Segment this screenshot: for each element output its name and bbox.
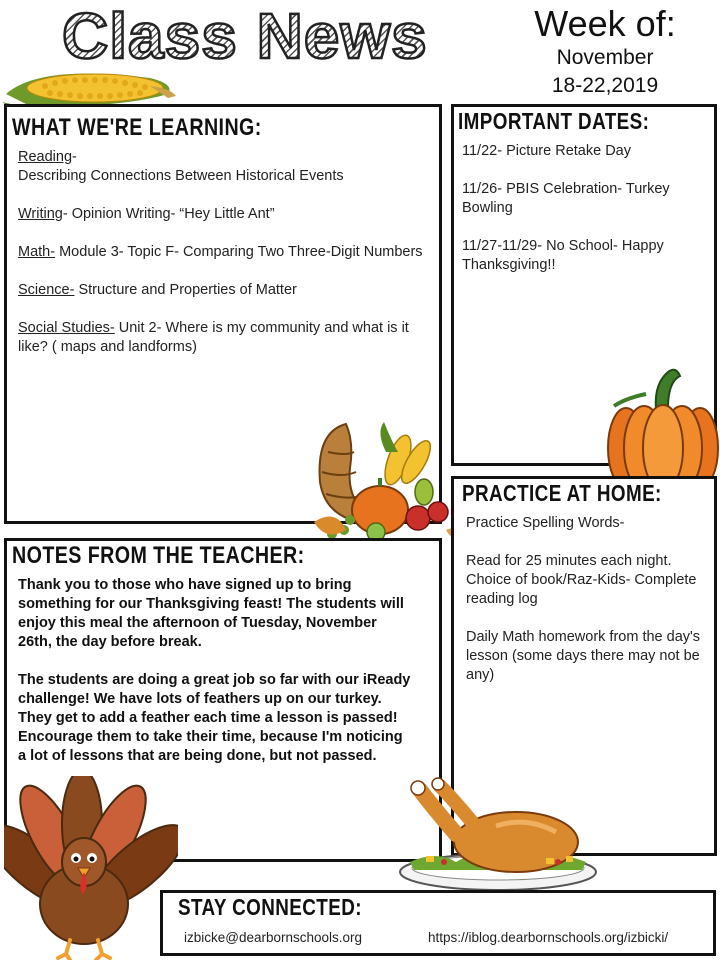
science-text: Structure and Properties of Matter	[74, 282, 297, 298]
practice-item: Daily Math homework from the day's lesson (some days there may not be any)	[466, 629, 701, 683]
cornucopia-icon	[306, 412, 470, 552]
date-item: 11/22- Picture Retake Day	[462, 143, 631, 159]
practice-item: Practice Spelling Words-	[466, 515, 625, 531]
practice-item: Read for 25 minutes each night. Choice of book/Raz-Kids- Complete reading log	[466, 553, 697, 607]
reading-text: Describing Connections Between Historical Events	[18, 168, 344, 184]
date-item: 11/26- PBIS Celebration- Turkey Bowling	[462, 181, 670, 216]
learning-heading: WHAT WE'RE LEARNING:	[12, 114, 262, 141]
notes-paragraph-1: Thank you to those who have signed up to bring something for our Thanksgiving feast! The students will enjoy this meal the afternoon of Tuesday, November 26th, the day before break.	[18, 577, 404, 650]
science-label: Science-	[18, 282, 75, 298]
week-of-label: Week of:	[534, 3, 676, 44]
class-blog-link[interactable]: https://iblog.dearbornschools.org/izbicki/	[428, 930, 669, 945]
learning-content	[18, 148, 428, 357]
writing-entry	[18, 205, 428, 224]
reading-label: Reading	[18, 149, 73, 165]
teacher-email-link[interactable]: izbicke@dearbornschools.org	[184, 930, 363, 945]
reading-entry	[18, 148, 428, 186]
pumpkin-icon	[606, 364, 720, 492]
social-studies-entry	[18, 319, 428, 357]
social-studies-label: Social Studies-	[18, 320, 115, 336]
math-label: Math-	[18, 244, 56, 260]
stay-connected-heading: STAY CONNECTED:	[178, 894, 362, 920]
writing-label: Writing	[18, 206, 63, 222]
notes-content	[18, 576, 414, 766]
week-range: 18-22,2019	[551, 74, 659, 97]
turkey-icon	[4, 776, 178, 960]
science-entry	[18, 281, 428, 300]
notes-heading: NOTES FROM THE TEACHER:	[12, 542, 305, 569]
date-item: 11/27-11/29- No School- Happy Thanksgiving!!	[462, 238, 664, 273]
math-text: Module 3- Topic F- Comparing Two Three-Digit Numbers	[55, 244, 423, 260]
practice-heading: PRACTICE AT HOME:	[462, 480, 662, 506]
week-dates	[505, 44, 705, 100]
week-month: November	[556, 46, 654, 69]
important-dates-list	[462, 142, 712, 275]
math-entry	[18, 243, 428, 262]
title-text: Class News	[62, 0, 462, 72]
notes-paragraph-2: The students are doing a great job so far with our iReady challenge! We have lots of feathers up on our turkey. They get to add a feather each time a lesson is passed! Encourage them to take their time, because I'm noticing a lot of lessons that are being done, but not passed.	[18, 672, 411, 764]
social-studies-text: Unit 2- Where is my community and what is it like? ( maps and landforms)	[18, 320, 409, 355]
writing-text: - Opinion Writing- “Hey Little Ant”	[62, 206, 275, 222]
reading-dash: -	[72, 149, 77, 165]
roast-turkey-icon	[396, 776, 600, 894]
practice-list	[466, 514, 710, 685]
important-dates-heading: IMPORTANT DATES:	[458, 108, 650, 134]
